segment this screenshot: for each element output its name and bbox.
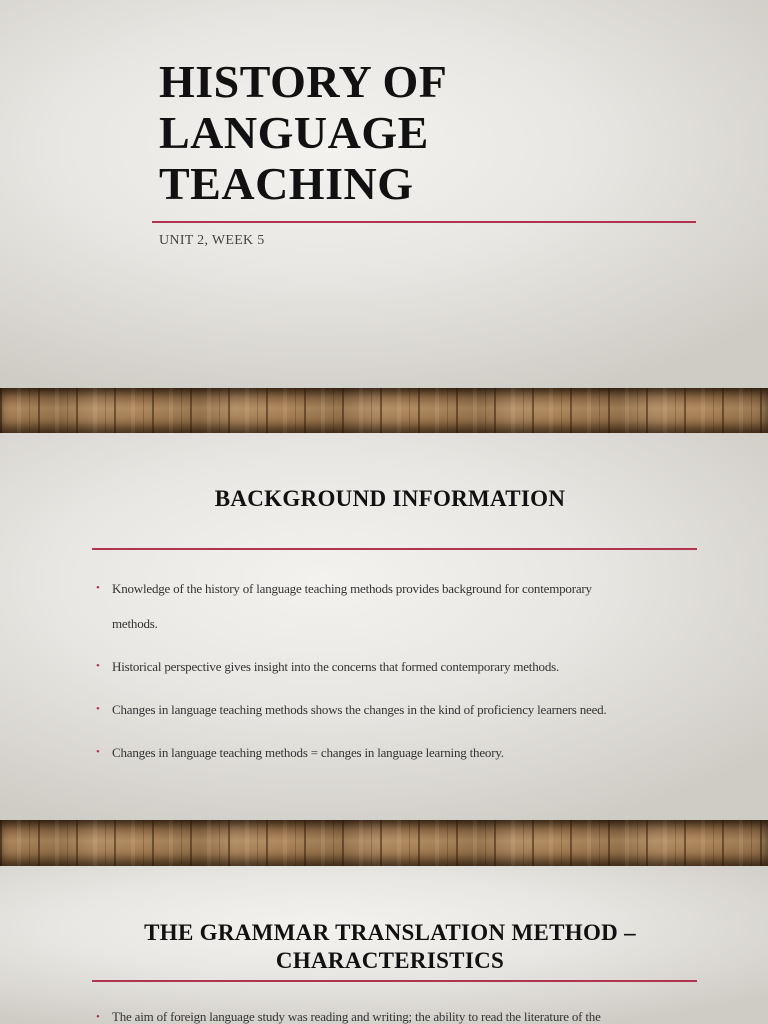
heading-line: CHARACTERISTICS: [275, 948, 505, 973]
slide-background-information: [0, 433, 768, 820]
bullet-text: The aim of foreign language study was reading and writing; the ability to read the literature of the: [112, 1009, 601, 1024]
heading-line: THE GRAMMAR TRANSLATION METHOD –: [144, 920, 636, 945]
bullet-item: [96, 735, 700, 770]
slide-subtitle: UNIT 2, WEEK 5: [159, 233, 265, 248]
bullet-text: methods.: [112, 616, 158, 631]
bullet-text: Changes in language teaching methods shows the changes in the kind of proficiency learners need.: [112, 702, 607, 717]
bullet-item: [96, 571, 700, 641]
bullet-icon: •: [96, 746, 100, 758]
accent-divider: [92, 980, 697, 982]
slide-grammar-translation: [0, 866, 768, 1024]
slide-heading: [60, 919, 720, 975]
bullet-icon: •: [96, 660, 100, 672]
bullet-list: [96, 580, 700, 770]
wood-floor-divider: [0, 388, 768, 433]
title-line: TEACHING: [159, 158, 414, 209]
bullet-text: Changes in language teaching methods = changes in language learning theory.: [112, 745, 504, 760]
title-line: LANGUAGE: [159, 107, 429, 158]
bullet-item: [96, 649, 700, 684]
slide-title: [0, 0, 768, 388]
bullet-icon: •: [96, 582, 100, 594]
accent-divider: [92, 548, 697, 550]
bullet-text: Knowledge of the history of language teaching methods provides background for contemporary: [112, 581, 592, 596]
bullet-list: [96, 1007, 700, 1024]
bullet-icon: •: [96, 703, 100, 715]
bullet-text: Historical perspective gives insight into the concerns that formed contemporary methods.: [112, 659, 560, 674]
accent-divider: [152, 221, 696, 223]
slide-heading: BACKGROUND INFORMATION: [214, 486, 566, 511]
bullet-icon: •: [96, 1011, 100, 1023]
bullet-item: [96, 692, 700, 727]
bullet-item: [96, 1007, 700, 1024]
title-line: HISTORY OF: [159, 56, 448, 107]
slide-title-heading: [159, 56, 679, 209]
wood-floor-divider: [0, 820, 768, 866]
